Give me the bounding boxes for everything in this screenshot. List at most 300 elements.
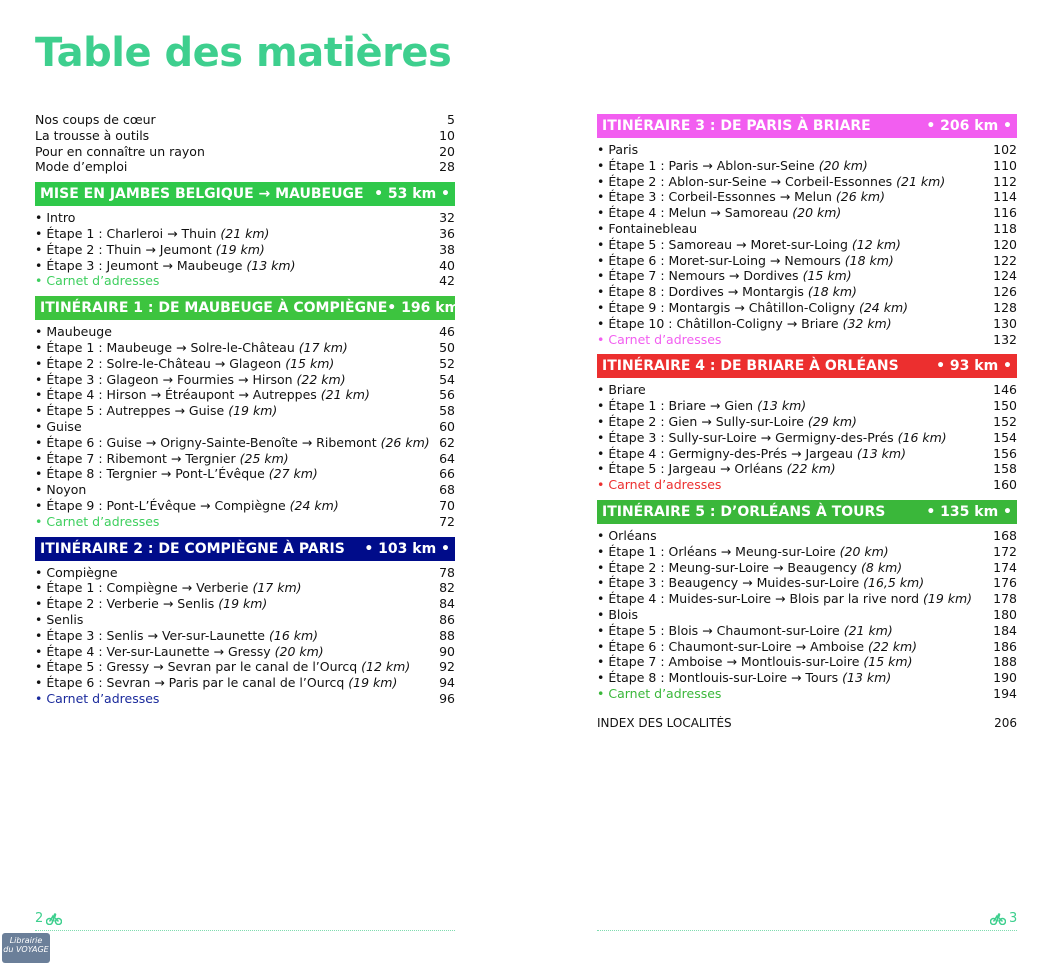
entry-distance: (17 km) xyxy=(252,580,302,596)
entry-text: • Étape 4 : Melun → Samoreau xyxy=(597,205,793,221)
entry-label xyxy=(597,237,901,253)
carnet-entry xyxy=(35,691,455,707)
entry-label xyxy=(35,419,82,435)
left-footer-divider xyxy=(35,930,455,931)
entry-text: • Intro xyxy=(35,210,76,226)
carnet-entry xyxy=(35,514,455,530)
entry-label xyxy=(597,716,732,732)
entry-text: • Carnet d’adresses xyxy=(35,273,160,289)
toc-entry xyxy=(597,253,1017,269)
entry-distance: (12 km) xyxy=(361,659,411,675)
entry-distance: (24 km) xyxy=(289,497,339,513)
entry-label xyxy=(597,174,945,190)
toc-entry xyxy=(35,565,455,581)
toc-entry xyxy=(597,237,1017,253)
toc-entry xyxy=(597,623,1017,639)
toc-entry xyxy=(35,675,455,691)
entry-page-number: 20 xyxy=(439,143,455,159)
entry-page-number: 122 xyxy=(993,252,1017,268)
carnet-entry xyxy=(597,477,1017,493)
entry-text: • Étape 4 : Ver-sur-Launette → Gressy xyxy=(35,643,275,659)
right-footer-divider xyxy=(597,930,1017,931)
carnet-entry xyxy=(597,332,1017,348)
entry-page-number: 42 xyxy=(439,273,455,289)
section-title: ITINÉRAIRE 3 : DE PARIS À BRIARE xyxy=(602,118,871,134)
toc-entry xyxy=(597,670,1017,686)
entry-page-number: 188 xyxy=(993,654,1017,670)
entry-text: Nos coups de cœur xyxy=(35,112,156,127)
entry-page-number: 186 xyxy=(993,638,1017,654)
entry-distance: (20 km) xyxy=(818,157,868,173)
toc-entry xyxy=(597,461,1017,477)
toc-entry xyxy=(597,639,1017,655)
toc-entry xyxy=(597,189,1017,205)
entry-distance: (16,5 km) xyxy=(863,575,925,591)
entry-label xyxy=(35,210,75,226)
entry-text: • Étape 5 : Samoreau → Moret-sur-Loing xyxy=(597,236,852,252)
toc-entry xyxy=(35,628,455,644)
entry-label xyxy=(35,226,269,242)
entry-distance: (8 km) xyxy=(861,559,903,575)
left-page-label: 2 xyxy=(35,911,44,926)
entry-page-number: 96 xyxy=(439,690,455,706)
section-header xyxy=(597,114,1017,138)
entry-page-number: 58 xyxy=(439,403,455,419)
page-title: Table des matières xyxy=(35,30,452,76)
toc-entry xyxy=(35,580,455,596)
entry-label xyxy=(35,242,265,258)
toc-entry xyxy=(35,387,455,403)
toc-entry xyxy=(597,607,1017,623)
entry-text: La trousse à outils xyxy=(35,127,150,143)
entry-label xyxy=(35,565,118,581)
entry-text: • Étape 2 : Ablon-sur-Seine → Corbeil-Essonnes xyxy=(597,173,897,189)
toc-entry xyxy=(597,654,1017,670)
intro-entry xyxy=(35,112,455,128)
entry-distance: (24 km) xyxy=(858,299,909,315)
entry-label xyxy=(597,607,638,623)
entry-distance: (19 km) xyxy=(215,241,265,257)
entry-label xyxy=(35,659,410,675)
entry-label xyxy=(35,435,430,451)
entry-label xyxy=(597,560,902,576)
toc-entry xyxy=(597,284,1017,300)
toc-entry xyxy=(35,612,455,628)
entry-text: • Étape 2 : Thuin → Jeumont xyxy=(35,241,216,257)
entry-page-number: 72 xyxy=(439,513,455,529)
entry-distance: (20 km) xyxy=(274,643,324,659)
entry-text: • Étape 1 : Paris → Ablon-sur-Seine xyxy=(597,157,819,173)
entry-label xyxy=(35,144,205,160)
entry-page-number: 32 xyxy=(439,210,455,226)
toc-entry xyxy=(597,205,1017,221)
entry-distance: (16 km) xyxy=(897,429,947,445)
entry-label xyxy=(597,332,721,348)
entry-distance: (21 km) xyxy=(896,173,946,189)
entry-page-number: 152 xyxy=(993,413,1017,429)
entry-page-number: 160 xyxy=(993,477,1017,493)
toc-entry xyxy=(35,466,455,482)
toc-entry xyxy=(597,528,1017,544)
toc-entry xyxy=(35,210,455,226)
toc-entry xyxy=(35,498,455,514)
entry-distance: (32 km) xyxy=(842,315,892,331)
section-header xyxy=(35,537,455,561)
entry-page-number: 130 xyxy=(993,315,1017,331)
entry-text: • Étape 4 : Hirson → Étréaupont → Autreppes xyxy=(35,387,321,403)
entry-label xyxy=(35,580,302,596)
section-header xyxy=(597,500,1017,524)
toc-entry xyxy=(597,158,1017,174)
entry-text: • Étape 3 : Sully-sur-Loire → Germigny-des-Prés xyxy=(597,429,898,445)
entry-label xyxy=(597,686,721,702)
entry-distance: (25 km) xyxy=(239,450,289,466)
entry-text: • Étape 6 : Guise → Origny-Sainte-Benoîte → Ribemont xyxy=(35,434,381,450)
entry-label xyxy=(597,300,908,316)
entry-distance: (16 km) xyxy=(268,627,319,643)
entry-label xyxy=(35,691,159,707)
entry-page-number: 56 xyxy=(439,387,455,403)
entry-label xyxy=(597,316,892,332)
entry-page-number: 46 xyxy=(439,324,455,340)
entry-page-number: 120 xyxy=(993,236,1017,252)
entry-page-number: 154 xyxy=(993,429,1017,445)
entry-text: • Briare xyxy=(597,382,646,398)
entry-text: • Étape 2 : Verberie → Senlis xyxy=(35,596,219,612)
entry-label xyxy=(597,189,885,205)
entry-text: • Étape 3 : Jeumont → Maubeuge xyxy=(35,257,247,273)
entry-distance: (17 km) xyxy=(298,339,348,355)
entry-text: • Étape 7 : Ribemont → Tergnier xyxy=(35,450,240,466)
intro-entry xyxy=(35,144,455,160)
entry-text: • Étape 5 : Jargeau → Orléans xyxy=(597,461,787,477)
entry-distance: (19 km) xyxy=(228,403,278,419)
entry-page-number: 146 xyxy=(993,382,1017,398)
left-page-number xyxy=(35,911,62,926)
entry-page-number: 10 xyxy=(439,127,455,143)
entry-text: INDEX DES LOCALITÉS xyxy=(597,715,732,730)
section-title: ITINÉRAIRE 2 : DE COMPIÈGNE À PARIS xyxy=(40,540,345,557)
toc-entry xyxy=(597,446,1017,462)
entry-text: • Carnet d’adresses xyxy=(597,685,722,701)
entry-label xyxy=(35,514,159,530)
entry-page-number: 38 xyxy=(439,241,455,257)
entry-page-number: 50 xyxy=(439,339,455,355)
entry-text: • Maubeuge xyxy=(35,324,112,340)
entry-label xyxy=(35,112,156,128)
entry-page-number: 118 xyxy=(993,220,1017,236)
entry-page-number: 64 xyxy=(439,450,455,466)
entry-text: Mode d’emploi xyxy=(35,159,128,175)
entry-label xyxy=(35,451,289,467)
entry-text: • Étape 2 : Meung-sur-Loire → Beaugency xyxy=(597,559,862,575)
entry-label xyxy=(35,628,318,644)
entry-text: • Fontainebleau xyxy=(597,220,697,236)
entry-label xyxy=(35,644,324,660)
entry-text: • Étape 4 : Muides-sur-Loire → Blois par la rive nord xyxy=(597,591,924,607)
toc-entry xyxy=(35,242,455,258)
entry-page-number: 84 xyxy=(439,596,455,612)
carnet-entry xyxy=(35,273,455,289)
toc-entry xyxy=(35,340,455,356)
entry-page-number: 36 xyxy=(439,225,455,241)
toc-entry xyxy=(597,174,1017,190)
entry-page-number: 54 xyxy=(439,371,455,387)
logo-line-1: Librairie xyxy=(9,936,43,945)
entry-label xyxy=(597,623,893,639)
entry-label xyxy=(597,670,891,686)
entry-label xyxy=(35,324,112,340)
toc-entry xyxy=(35,419,455,435)
entry-distance: (19 km) xyxy=(218,596,268,612)
entry-label xyxy=(597,575,924,591)
entry-label xyxy=(35,482,86,498)
toc-entry xyxy=(597,398,1017,414)
entry-page-number: 70 xyxy=(439,497,455,513)
entry-label xyxy=(597,639,917,655)
index-entry xyxy=(597,716,1017,732)
entry-distance: (29 km) xyxy=(807,413,857,429)
entry-text: • Étape 6 : Sevran → Paris par le canal de l’Ourcq xyxy=(35,675,349,691)
section-distance: • 103 km • xyxy=(364,540,450,557)
entry-text: • Étape 4 : Germigny-des-Prés → Jargeau xyxy=(597,445,857,461)
entry-label xyxy=(597,430,947,446)
section-distance: • 93 km • xyxy=(936,358,1012,375)
entry-text: • Étape 1 : Orléans → Meung-sur-Loire xyxy=(597,543,840,559)
entry-distance: (15 km) xyxy=(802,268,852,284)
entry-label xyxy=(35,403,277,419)
toc-entry xyxy=(597,560,1017,576)
entry-page-number: 112 xyxy=(993,173,1017,189)
section-header xyxy=(35,296,473,320)
entry-label xyxy=(597,284,857,300)
right-page-number xyxy=(990,911,1017,926)
right-column xyxy=(597,114,1017,732)
entry-text: • Étape 5 : Autreppes → Guise xyxy=(35,403,229,419)
entry-text: • Étape 1 : Briare → Gien xyxy=(597,398,758,414)
section-distance: • 196 km • xyxy=(387,300,473,317)
entry-label xyxy=(35,466,318,482)
bicycle-icon xyxy=(990,913,1006,925)
entry-page-number: 190 xyxy=(993,670,1017,686)
toc-entry xyxy=(35,451,455,467)
entry-label xyxy=(35,273,159,289)
entry-text: • Compiègne xyxy=(35,564,118,580)
toc-entry xyxy=(35,482,455,498)
entry-text: • Étape 6 : Moret-sur-Loing → Nemours xyxy=(597,252,845,268)
intro-entry xyxy=(35,128,455,144)
section-title: ITINÉRAIRE 5 : D’ORLÉANS À TOURS xyxy=(602,503,886,520)
entry-text: • Carnet d’adresses xyxy=(35,690,160,706)
entry-text: • Étape 5 : Gressy → Sevran par le canal de l’Ourcq xyxy=(35,659,362,675)
section-header xyxy=(35,182,455,206)
entry-text: • Étape 1 : Compiègne → Verberie xyxy=(35,580,253,596)
entry-page-number: 110 xyxy=(993,157,1017,173)
entry-text: • Étape 7 : Nemours → Dordives xyxy=(597,268,803,284)
toc-entry xyxy=(597,382,1017,398)
entry-distance: (22 km) xyxy=(786,461,836,477)
entry-text: • Étape 10 : Châtillon-Coligny → Briare xyxy=(597,315,843,331)
entry-page-number: 88 xyxy=(439,627,455,643)
entry-label xyxy=(597,221,697,237)
section-title: MISE EN JAMBES BELGIQUE → MAUBEUGE xyxy=(40,186,364,203)
entry-page-number: 60 xyxy=(439,418,455,434)
entry-label xyxy=(35,356,334,372)
entry-distance: (13 km) xyxy=(757,398,807,414)
entry-distance: (26 km) xyxy=(380,434,430,450)
intro-entry xyxy=(35,159,455,175)
entry-label xyxy=(597,398,806,414)
entry-label xyxy=(597,158,868,174)
entry-page-number: 94 xyxy=(439,675,455,691)
entry-text: • Orléans xyxy=(597,527,657,543)
entry-distance: (22 km) xyxy=(296,371,346,387)
entry-text: • Étape 2 : Solre-le-Château → Glageon xyxy=(35,355,286,371)
entry-page-number: 206 xyxy=(994,715,1017,730)
entry-label xyxy=(35,675,397,691)
entry-page-number: 194 xyxy=(993,685,1017,701)
entry-text: • Étape 8 : Dordives → Montargis xyxy=(597,284,808,300)
left-column xyxy=(35,112,473,707)
section-header xyxy=(597,354,1017,378)
toc-entry xyxy=(35,324,455,340)
entry-text: • Paris xyxy=(597,142,639,157)
entry-page-number: 86 xyxy=(439,611,455,627)
entry-text: • Guise xyxy=(35,418,82,434)
toc-entry xyxy=(35,403,455,419)
toc-entry xyxy=(35,644,455,660)
entry-page-number: 156 xyxy=(993,445,1017,461)
entry-page-number: 172 xyxy=(993,543,1017,559)
entry-label xyxy=(597,205,841,221)
section-distance: • 135 km • xyxy=(926,503,1012,520)
carnet-entry xyxy=(597,686,1017,702)
entry-text: • Étape 6 : Chaumont-sur-Loire → Amboise xyxy=(597,638,868,654)
entry-distance: (19 km) xyxy=(923,591,973,607)
entry-text: • Étape 9 : Montargis → Châtillon-Coligny xyxy=(597,299,859,315)
toc-entry xyxy=(35,258,455,274)
right-page-label: 3 xyxy=(1009,911,1018,926)
entry-label xyxy=(597,654,912,670)
entry-text: • Étape 7 : Amboise → Montlouis-sur-Loire xyxy=(597,654,864,670)
entry-label xyxy=(597,253,894,269)
toc-entry xyxy=(597,591,1017,607)
entry-page-number: 126 xyxy=(993,284,1017,300)
entry-page-number: 178 xyxy=(993,591,1017,607)
entry-page-number: 150 xyxy=(993,398,1017,414)
toc-entry xyxy=(597,221,1017,237)
toc-entry xyxy=(35,356,455,372)
toc-entry xyxy=(597,268,1017,284)
entry-page-number: 40 xyxy=(439,257,455,273)
toc-entry xyxy=(35,372,455,388)
entry-text: • Étape 8 : Montlouis-sur-Loire → Tours xyxy=(597,670,843,686)
entry-text: • Senlis xyxy=(35,611,84,627)
section-title: ITINÉRAIRE 1 : DE MAUBEUGE À COMPIÈGNE xyxy=(40,300,388,317)
entry-page-number: 158 xyxy=(993,461,1017,477)
toc-entry xyxy=(597,544,1017,560)
entry-label xyxy=(597,591,972,607)
entry-label xyxy=(597,414,857,430)
entry-label xyxy=(35,498,339,514)
entry-page-number: 116 xyxy=(993,205,1017,221)
entry-text: • Étape 1 : Charleroi → Thuin xyxy=(35,225,221,241)
section-distance: • 53 km • xyxy=(374,186,450,203)
entry-label xyxy=(597,544,889,560)
entry-text: • Étape 9 : Pont-L’Évêque → Compiègne xyxy=(35,497,290,513)
entry-text: • Carnet d’adresses xyxy=(35,513,160,529)
entry-distance: (12 km) xyxy=(851,236,901,252)
entry-text: • Étape 8 : Tergnier → Pont-L’Évêque xyxy=(35,466,269,482)
logo-line-2: du VOYAGE xyxy=(3,945,49,954)
toc-entry xyxy=(35,435,455,451)
entry-distance: (19 km) xyxy=(348,675,398,691)
entry-distance: (15 km) xyxy=(285,355,335,371)
entry-distance: (18 km) xyxy=(844,252,894,268)
entry-distance: (27 km) xyxy=(268,466,318,482)
entry-distance: (18 km) xyxy=(807,284,857,300)
entry-label xyxy=(35,387,370,403)
toc-entry xyxy=(35,226,455,242)
entry-text: • Blois xyxy=(597,606,639,622)
entry-text: • Étape 3 : Corbeil-Essonnes → Melun xyxy=(597,189,836,205)
entry-text: • Étape 5 : Blois → Chaumont-sur-Loire xyxy=(597,622,844,638)
entry-label xyxy=(597,477,721,493)
entry-page-number: 114 xyxy=(993,189,1017,205)
toc-entry xyxy=(35,659,455,675)
entry-distance: (13 km) xyxy=(842,670,892,686)
entry-text: • Étape 3 : Beaugency → Muides-sur-Loire xyxy=(597,575,864,591)
entry-page-number: 132 xyxy=(993,331,1017,347)
entry-label xyxy=(35,596,267,612)
publisher-logo xyxy=(2,933,50,963)
entry-page-number: 5 xyxy=(447,112,455,127)
section-title: ITINÉRAIRE 4 : DE BRIARE À ORLÉANS xyxy=(602,358,899,375)
entry-text: • Étape 2 : Gien → Sully-sur-Loire xyxy=(597,413,808,429)
entry-text: • Carnet d’adresses xyxy=(597,477,722,493)
entry-page-number: 128 xyxy=(993,299,1017,315)
entry-distance: (13 km) xyxy=(856,445,906,461)
entry-distance: (22 km) xyxy=(868,638,918,654)
entry-page-number: 174 xyxy=(993,559,1017,575)
entry-text: • Étape 3 : Senlis → Ver-sur-Launette xyxy=(35,627,269,643)
entry-distance: (21 km) xyxy=(220,225,270,241)
entry-label xyxy=(35,340,348,356)
entry-text: • Étape 1 : Maubeuge → Solre-le-Château xyxy=(35,339,299,355)
entry-distance: (21 km) xyxy=(843,622,893,638)
entry-label xyxy=(597,142,638,158)
entry-label xyxy=(597,528,657,544)
entry-page-number: 28 xyxy=(439,159,455,175)
entry-label xyxy=(35,128,149,144)
toc-entry xyxy=(597,414,1017,430)
entry-distance: (20 km) xyxy=(839,543,889,559)
bicycle-icon xyxy=(46,913,62,925)
entry-distance: (13 km) xyxy=(246,257,296,273)
entry-label xyxy=(35,258,295,274)
entry-page-number: 124 xyxy=(993,268,1017,284)
entry-page-number: 92 xyxy=(439,659,455,675)
entry-page-number: 82 xyxy=(439,580,455,596)
toc-entry xyxy=(597,316,1017,332)
entry-distance: (21 km) xyxy=(320,387,370,403)
toc-entry xyxy=(597,575,1017,591)
entry-page-number: 168 xyxy=(993,527,1017,543)
entry-page-number: 78 xyxy=(439,564,455,580)
entry-label xyxy=(597,446,906,462)
entry-label xyxy=(597,461,836,477)
entry-page-number: 52 xyxy=(439,355,455,371)
